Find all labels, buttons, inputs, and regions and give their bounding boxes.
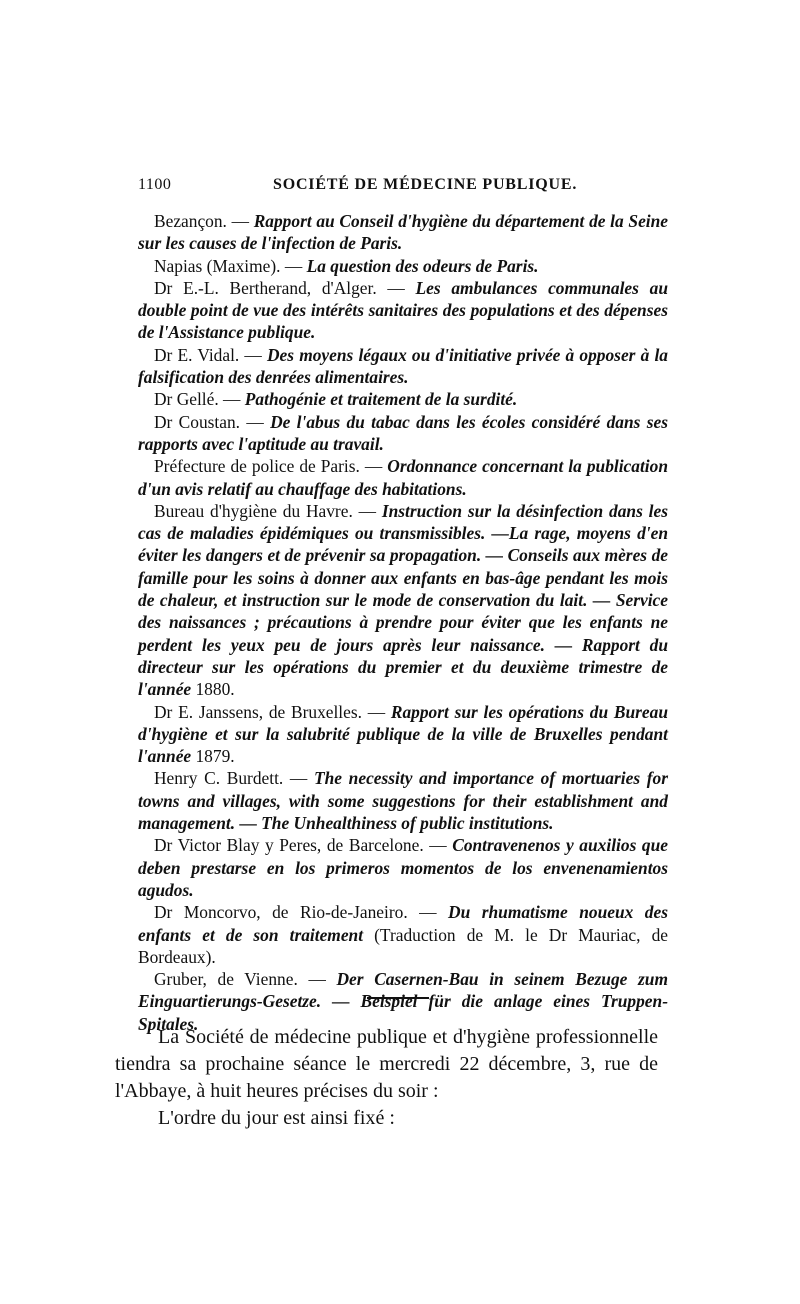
page-number: 1100 <box>138 176 172 193</box>
list-item <box>138 767 668 834</box>
agenda-intro: L'ordre du jour est ainsi fixé : <box>158 1107 395 1129</box>
entry-author: Bureau d'hygiène du Havre. — <box>154 500 382 521</box>
entry-title: Du rhumatisme noueux des enfants et de son traitement <box>138 902 668 945</box>
entry-title: Pathogénie et traitement de la surdité. <box>244 389 518 410</box>
entry-title: Les ambulances communales au double point de vue des intérêts sanitaires des populations et des dépenses de l'Assistance publique. <box>138 277 668 343</box>
entry-title: Rapport sur les opérations du Bureau d'hygiène et sur la salubrité publique de la ville de Bruxelles pendant l'année <box>138 701 668 767</box>
section-divider <box>367 997 429 999</box>
entry-title: Der Casernen-Bau in seinem Bezuge zum Einguartierungs-Gesetze. — Beispiel für die anlage eines Truppen-Spitales. <box>138 969 669 1034</box>
list-item <box>138 411 668 456</box>
entry-tail: 1879. <box>191 746 235 767</box>
entry-title: De l'abus du tabac dans les écoles considéré dans ses rapports avec l'aptitude au travail. <box>138 411 668 454</box>
meeting-notice <box>115 1024 658 1132</box>
entry-author: Henry C. Burdett. — <box>154 768 314 789</box>
page-header <box>138 176 668 200</box>
entry-title: Contravenenos y auxilios que deben prestarse en los primeros momentos de los envenenamientos agudos. <box>138 835 668 900</box>
list-item <box>138 344 668 389</box>
entry-author: Dr Coustan. — <box>154 411 271 432</box>
entry-author: Bezançon. — <box>154 211 254 231</box>
list-item <box>138 834 668 901</box>
entry-title: Instruction sur la désinfection dans les cas de maladies épidémiques ou transmissibles. —La rage, moyens d'en éviter les dangers et de prévenir sa propagation. — Conseils aux mères de famille pour les soins à donner aux enfants en bas-âge pendant les mois de chaleur, et instruction sur le mode de conservation du lait. — Service des naissances ; précautions à prendre pour éviter que les enfants ne perdent les yeux peu de jours après leur naissance. — Rapport du directeur sur les opérations du premier et du deuxième trimestre de l'année <box>138 500 668 700</box>
entry-title: La question des odeurs de Paris. <box>306 255 539 276</box>
entry-title: Ordonnance concernant la publication d'un avis relatif au chauffage des habitations. <box>138 456 668 499</box>
entry-tail: 1880. <box>191 679 235 700</box>
notice-paragraph: La Société de médecine publique et d'hygiène professionnelle tiendra sa prochaine séance le mercredi 22 décembre, 3, rue de l'Abbaye, à huit heures précises du soir : <box>115 1026 658 1102</box>
list-item <box>138 277 668 344</box>
entry-tail: (Traduction de M. le Dr Mauriac, de Bordeaux). <box>138 924 668 967</box>
entry-author: Préfecture de police de Paris. — <box>154 456 388 477</box>
list-item <box>138 388 668 410</box>
entry-author: Gruber, de Vienne. — <box>154 969 337 990</box>
list-item <box>138 255 668 277</box>
list-item <box>138 455 668 500</box>
list-item <box>138 500 668 701</box>
entry-title: Des moyens légaux ou d'initiative privée à opposer à la falsification des denrées alimentaires. <box>138 344 668 388</box>
entry-author: Dr Gellé. — <box>154 389 245 410</box>
entry-author: Dr E. Vidal. — <box>154 344 267 365</box>
entry-title: Rapport au Conseil d'hygiène du département de la Seine sur les causes de l'infection de Paris. <box>138 211 669 254</box>
entry-author: Dr Victor Blay y Peres, de Barcelone. — <box>154 835 453 856</box>
entry-author: Dr Moncorvo, de Rio-de-Janeiro. — <box>154 902 449 923</box>
entry-author: Dr E.-L. Bertherand, d'Alger. — <box>154 277 416 298</box>
list-item <box>138 901 668 968</box>
running-title: SOCIÉTÉ DE MÉDECINE PUBLIQUE. <box>273 176 578 193</box>
entry-author: Dr E. Janssens, de Bruxelles. — <box>154 701 391 722</box>
entry-title: The necessity and importance of mortuaries for towns and villages, with some suggestions for their establishment and management. — The Unhealthiness of public institutions. <box>138 768 669 834</box>
list-item <box>138 210 668 255</box>
entry-author: Napias (Maxime). — <box>154 255 307 276</box>
publications-list <box>138 210 668 1035</box>
list-item <box>138 701 668 768</box>
